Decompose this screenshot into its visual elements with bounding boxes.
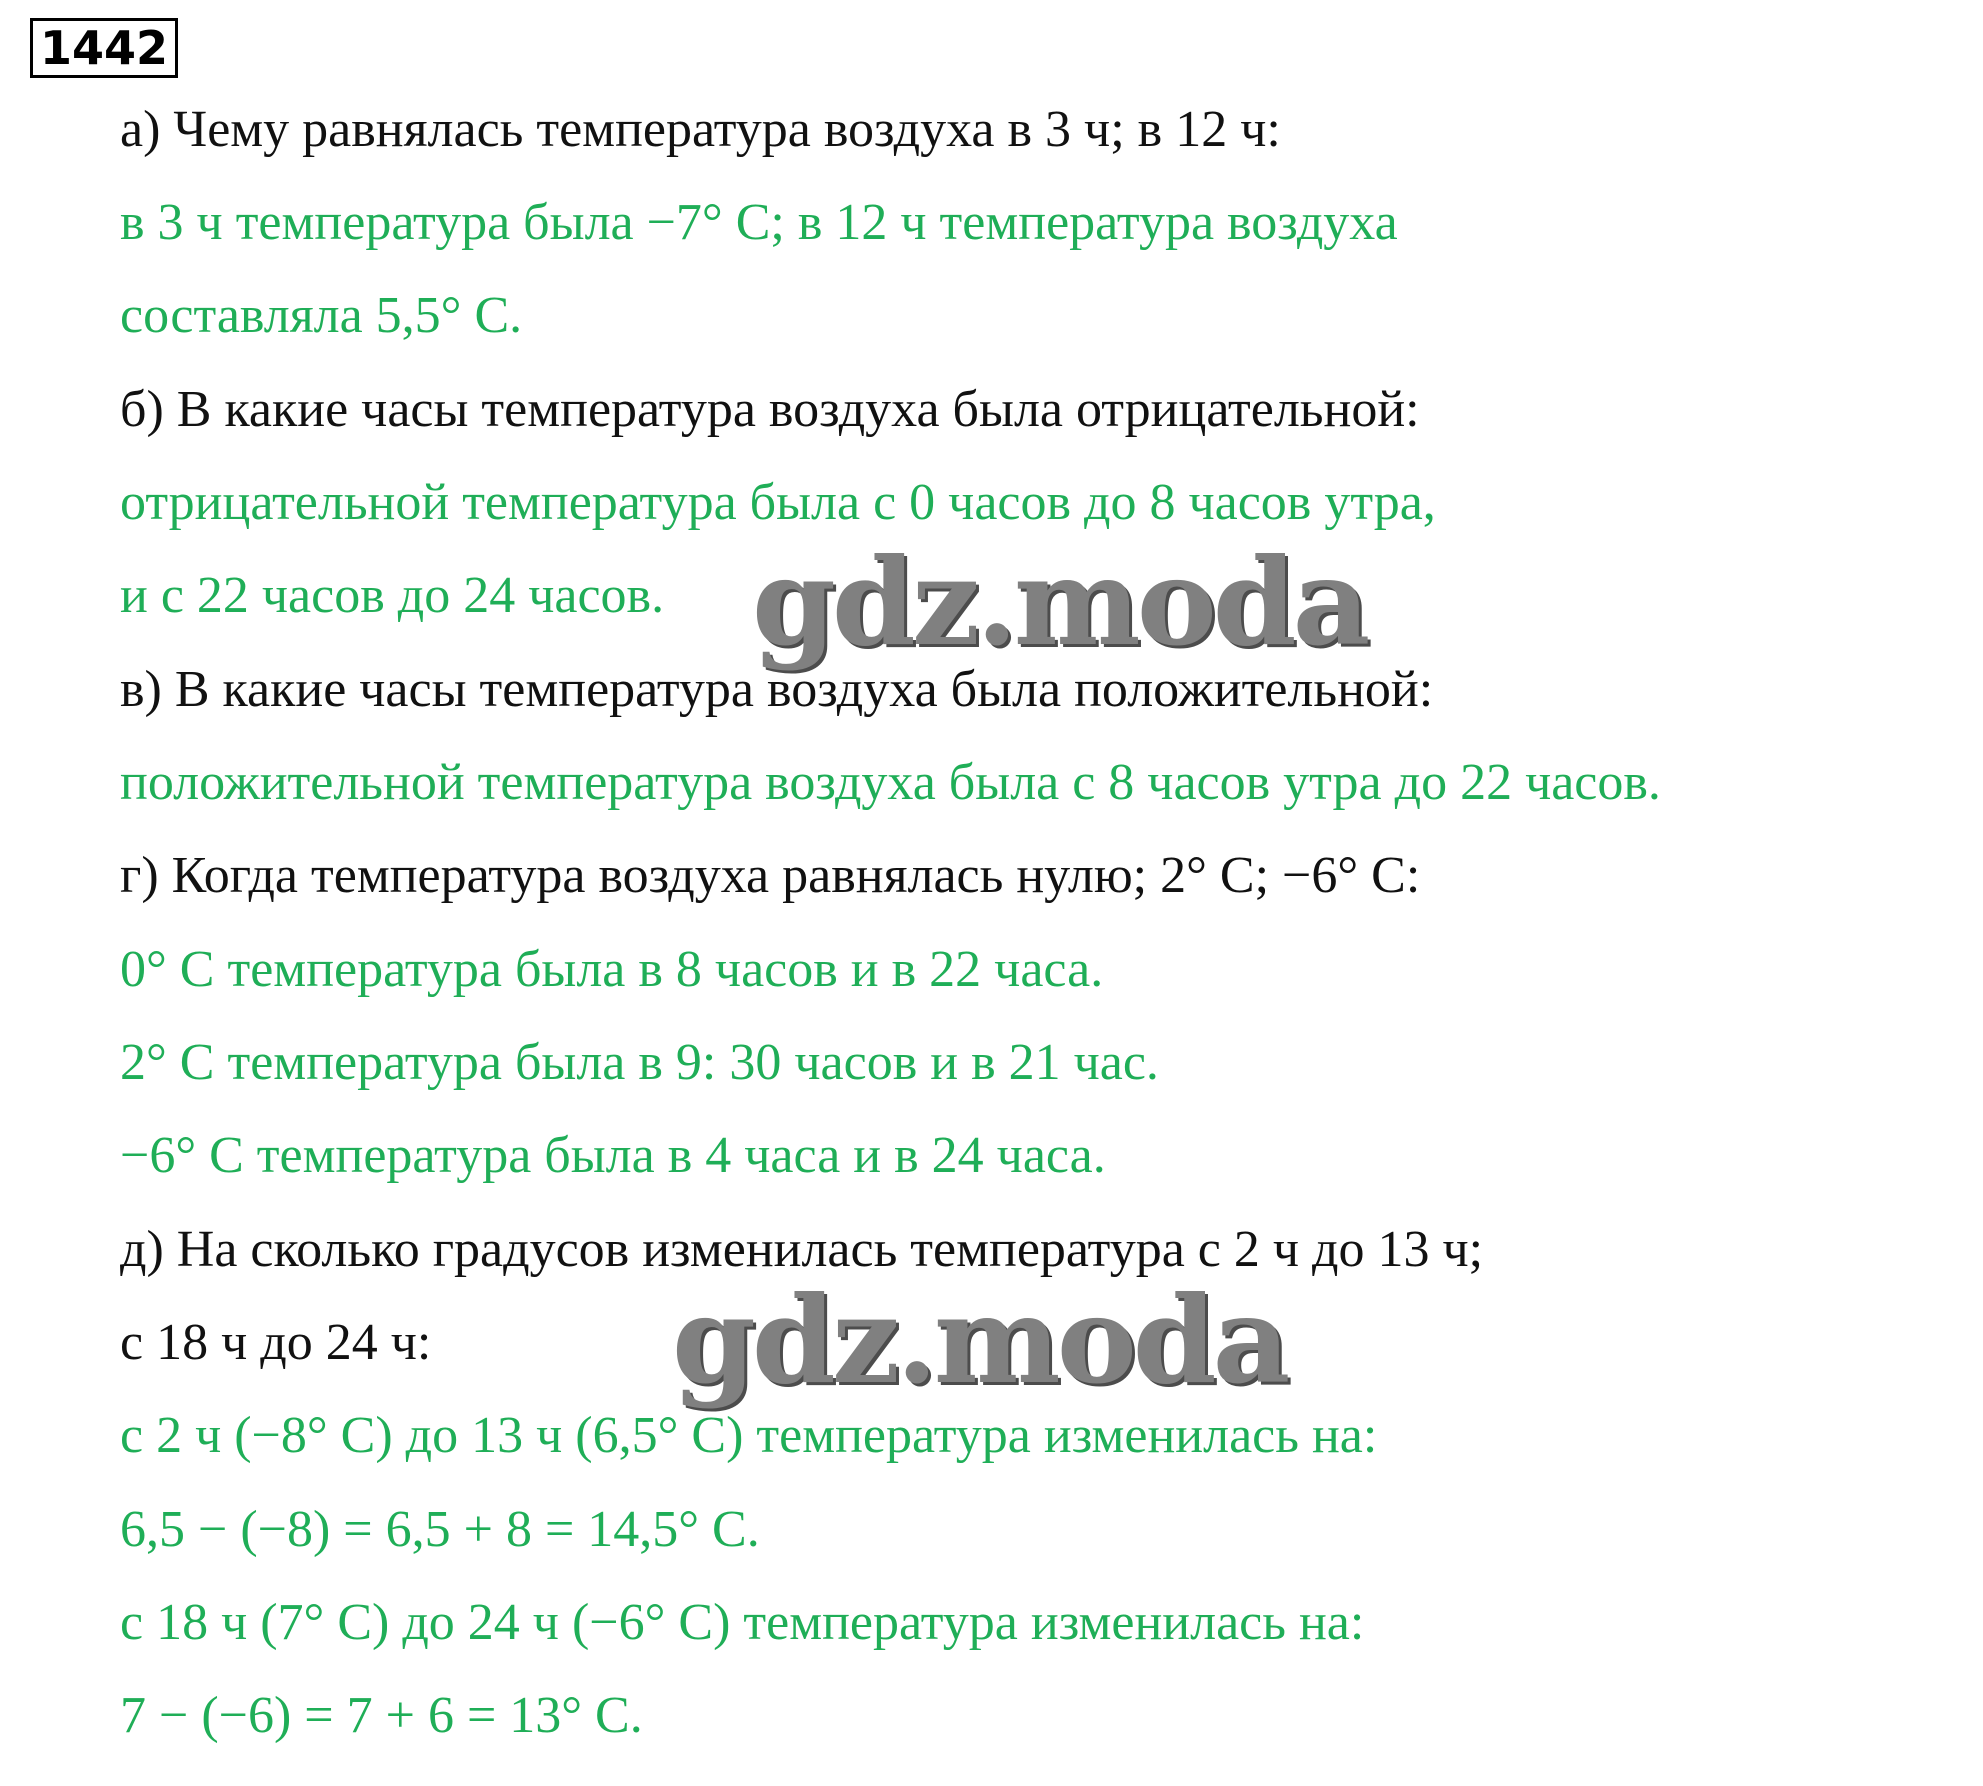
question-g: г) Когда температура воздуха равнялась нулю; 2° C; −6° C: (120, 847, 1421, 904)
question-d-line-2: с 18 ч до 24 ч: (120, 1314, 432, 1371)
answer-b-line-1: отрицательной температура была с 0 часов до 8 часов утра, (120, 474, 1436, 531)
answer-b-line-2: и с 22 часов до 24 часов. (120, 567, 665, 624)
answer-a-line-2: составляла 5,5° C. (120, 287, 523, 344)
question-b: б) В какие часы температура воздуха была отрицательной: (120, 381, 1420, 438)
question-d-line-1: д) На сколько градусов изменилась температура с 2 ч до 13 ч; (120, 1221, 1484, 1278)
watermark-top: gdz.moda (752, 532, 1367, 673)
answer-g-line-1: 0° C температура была в 8 часов и в 22 часа. (120, 941, 1104, 998)
answer-g-line-2: 2° C температура была в 9: 30 часов и в 21 час. (120, 1034, 1159, 1091)
problem-number: 1442 (30, 18, 178, 78)
answer-d-line-2: 6,5 − (−8) = 6,5 + 8 = 14,5° C. (120, 1501, 760, 1558)
answer-v: положительной температура воздуха была с 8 часов утра до 22 часов. (120, 754, 1661, 811)
question-a: а) Чему равнялась температура воздуха в 3 ч; в 12 ч: (120, 101, 1281, 158)
answer-a-line-1: в 3 ч температура была −7° C; в 12 ч температура воздуха (120, 194, 1398, 251)
answer-d-line-1: с 2 ч (−8° C) до 13 ч (6,5° C) температура изменилась на: (120, 1407, 1378, 1464)
answer-d-line-4: 7 − (−6) = 7 + 6 = 13° C. (120, 1687, 643, 1744)
answer-g-line-3: −6° C температура была в 4 часа и в 24 часа. (120, 1127, 1106, 1184)
answer-d-line-3: с 18 ч (7° C) до 24 ч (−6° C) температура изменилась на: (120, 1594, 1365, 1651)
watermark-bottom: gdz.moda (672, 1270, 1287, 1411)
question-v: в) В какие часы температура воздуха была положительной: (120, 661, 1434, 718)
